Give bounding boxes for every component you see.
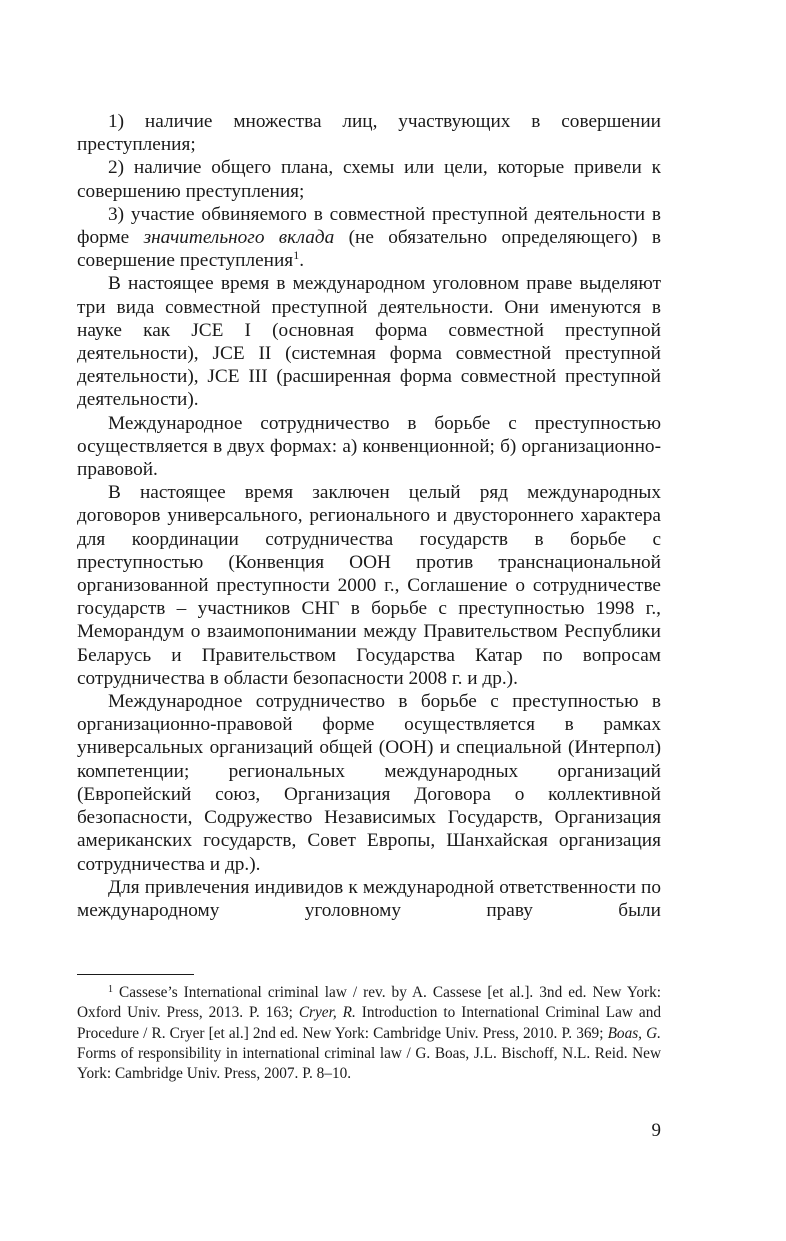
list-item-3-text-start: 3) участие обвиняемого в совместной преступной деятельности в форме <box>77 203 661 249</box>
footnote-author-1: Cryer, R. <box>298 1004 356 1022</box>
footnote-author-2: Boas, G. <box>607 1024 661 1042</box>
footnote-text-1: Cassese’s International criminal law / rev. by A. Cassese [et al.]. 3nd ed. New York: Oxford Univ. Press, 2013. P. 163; <box>77 984 661 1022</box>
footnote-text-3: Forms of responsibility in international criminal law / G. Boas, J.L. Bischoff, N.L. Reid. New York: Cambridge Univ. Press, 2007. P. 8–10. <box>77 1044 661 1083</box>
footnote-1 <box>77 983 661 1084</box>
list-item-2: 2) наличие общего плана, схемы или цели, которые привели к совершению преступления; <box>77 157 661 202</box>
footnote-reference: 1 <box>293 248 300 263</box>
paragraph-responsibility: Для привлечения индивидов к международной ответственности по международному уголовному праву были <box>77 876 661 921</box>
paragraph-treaties: В настоящее время заключен целый ряд международных договоров универсального, регионального и двустороннего характера для координации сотрудничества государств в борьбе с преступностью (Конвенция ООН против транснациональной организованной преступности 2000 г., Соглашение о сотрудничестве государств – участников СНГ в борьбе с преступностью 1998 г., Меморандум о взаимопонимании между Правительством Республики Беларусь и Правительством Государства Катар по вопросам сотрудничества в области безопасности 2008 г. и др.). <box>77 482 661 689</box>
list-item-1: 1) наличие множества лиц, участвующих в совершении преступления; <box>77 111 661 156</box>
footnote-text-2: Introduction to International Criminal Law and Procedure / R. Cryer [et al.] 2nd ed. New York: Cambridge Univ. Press, 2010. P. 369; <box>77 1004 661 1042</box>
paragraph-cooperation-forms: Международное сотрудничество в борьбе с преступностью осуществляется в двух формах: а) конвенционной; б) организационно-правовой. <box>77 412 661 481</box>
footnote-marker: 1 <box>108 984 113 995</box>
list-item-3-period: . <box>299 250 305 272</box>
list-item-3-text-end: (не обязательно определяющего) в совершение преступления <box>77 227 661 272</box>
list-item-3 <box>77 203 661 273</box>
paragraph-organizations: Международное сотрудничество в борьбе с преступностью в организационно-правовой форме осуществляется в рамках универсальных организаций общей (ООН) и специальной (Интерпол) компетенции; региональных международных организаций (Европейский союз, Организация Договора о коллективной безопасности, Содружество Независимых Государств, Организация американских государств, Совет Европы, Шанхайская организация сотрудничества и др.). <box>77 691 661 875</box>
page-number: 9 <box>651 1120 661 1141</box>
list-item-3-emphasis: значительного вклада <box>143 227 335 249</box>
footnotes <box>77 983 661 1084</box>
paragraph-jce-types: В настоящее время в международном уголовном праве выделяют три вида совместной преступной деятельности. Они именуются в науке как JCE I (основная форма совместной преступной деятельности), JCE II (системная форма совместной преступной деятельности), JCE III (расширенная форма совместной преступной деятельности). <box>77 273 661 411</box>
main-text <box>77 110 661 922</box>
footnote-divider <box>77 974 194 975</box>
